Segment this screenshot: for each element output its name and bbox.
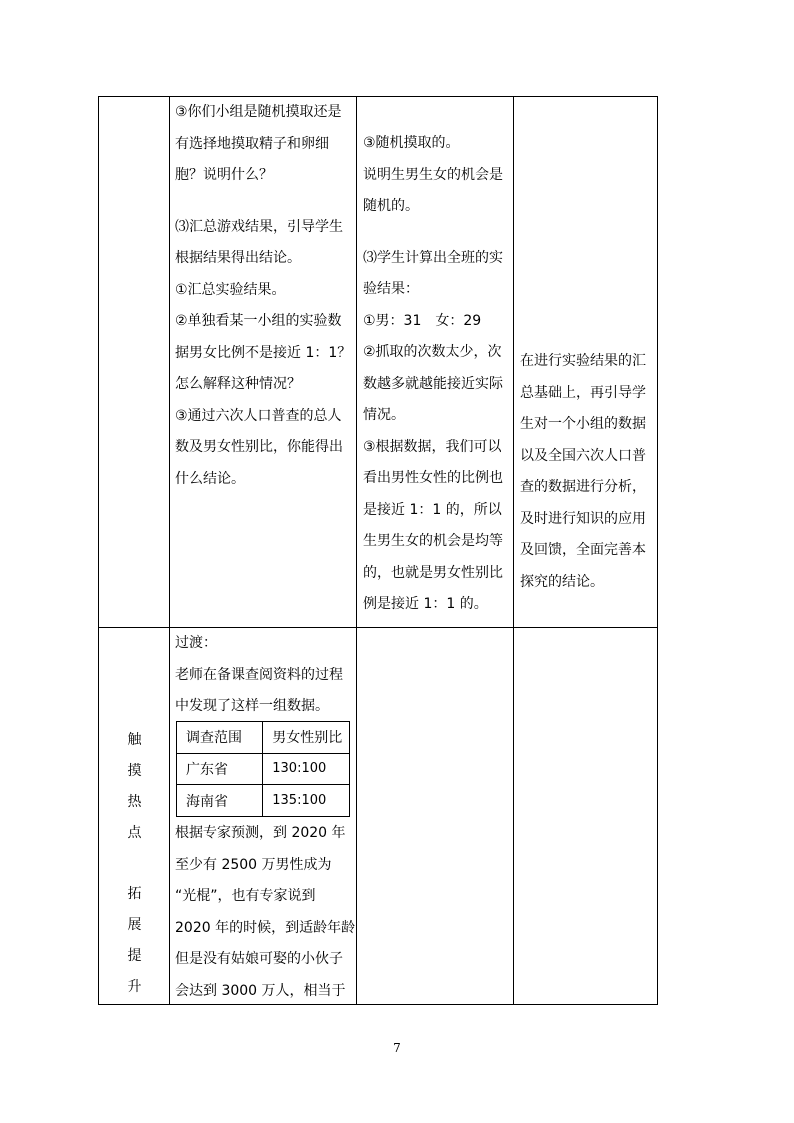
text-line: 以及全国六次人口普 (520, 447, 646, 464)
text-line: 有选择地摸取精子和卵细 (175, 135, 329, 152)
text-line: 例是接近 1：1 的。 (363, 596, 488, 612)
table-cell: 130:100 (263, 753, 350, 785)
text-line: 说明生男生女的机会是 (363, 166, 503, 183)
text-line: 数及男女性别比，你能得出 (175, 439, 343, 455)
label-char: 拓 (127, 886, 142, 902)
table-col-divider-1 (169, 96, 170, 1005)
row2-after-table (175, 818, 355, 1007)
table-header-row (177, 722, 350, 754)
page-number: 7 (393, 1041, 401, 1055)
row2-intro (175, 628, 355, 723)
text-line: ②抓取的次数太少，次 (363, 344, 502, 360)
label-char: 点 (127, 825, 142, 841)
label-char: 提 (127, 948, 142, 964)
table-col-divider-3 (513, 96, 514, 1005)
text-line: ③通过六次人口普查的总人 (175, 407, 342, 424)
text-line: 2020 年的时候，到适龄年龄 (175, 919, 356, 936)
text-line: ③你们小组是随机摸取还是 (175, 104, 342, 120)
text-line: 的，也就是男女性别比 (363, 564, 503, 581)
text-line: 探究的结论。 (520, 573, 604, 590)
text-line: 中发现了这样一组数据。 (175, 698, 329, 714)
sex-ratio-table (176, 721, 350, 817)
text-line: 看出男性女性的比例也 (363, 470, 503, 486)
text-line: 生男生女的机会是均等 (363, 533, 503, 549)
label-char: 触 (127, 732, 142, 748)
text-line: 查的数据进行分析， (520, 479, 646, 495)
table-cell: 海南省 (177, 785, 263, 817)
table-cell: 135:100 (263, 785, 350, 817)
text-line: 老师在备课查阅资料的过程 (175, 666, 343, 683)
text-line: 总基础上，再引导学 (520, 384, 646, 401)
table-cell: 广东省 (177, 753, 263, 785)
table-header-cell: 调查范围 (177, 722, 263, 754)
table-col-divider-2 (356, 96, 357, 1005)
text-line: 但是没有姑娘可娶的小伙子 (175, 951, 343, 967)
text-line: 会达到 3000 万人，相当于 (175, 982, 346, 999)
table-header-cell: 男女性别比 (263, 722, 350, 754)
row1-teacher-activity (175, 97, 355, 495)
row1-design-intent (520, 346, 656, 598)
text-line: 是接近 1：1 的，所以 (363, 501, 502, 518)
text-line: 生对一个小组的数据 (520, 416, 646, 432)
text-line: 情况。 (363, 407, 405, 423)
text-line: ⑶学生计算出全班的实 (363, 249, 503, 266)
text-line: 及时进行知识的应用 (520, 510, 646, 527)
text-line: 及回馈，全面完善本 (520, 542, 646, 558)
text-line: 据男女比例不是接近 1：1？ (175, 344, 352, 361)
table-right-border (657, 96, 658, 1005)
table-left-border (98, 96, 99, 1005)
label-char: 展 (127, 917, 142, 933)
text-line: 在进行实验结果的汇 (520, 353, 646, 369)
text-line: ③根据数据，我们可以 (363, 438, 502, 455)
text-line: 什么结论。 (175, 470, 245, 487)
text-line: 验结果： (363, 281, 419, 297)
row1-student-activity (363, 128, 512, 621)
text-line: 根据结果得出结论。 (175, 250, 301, 266)
text-line: ③随机摸取的。 (363, 135, 460, 151)
text-line: ①男：31 女：29 (363, 312, 482, 329)
text-line: 根据专家预测，到 2020 年 (175, 825, 346, 841)
text-line: 胞？说明什么？ (175, 167, 273, 183)
text-line: 数越多就越能接近实际 (363, 375, 503, 392)
label-char: 热 (127, 794, 142, 810)
label-char: 摸 (127, 763, 142, 779)
label-char: 升 (127, 979, 142, 995)
text-line: 怎么解释这种情况？ (175, 376, 301, 392)
text-line: 至少有 2500 万男性成为 (175, 856, 332, 873)
table-row (177, 753, 350, 785)
text-line: 过渡： (175, 635, 217, 651)
text-line: 随机的。 (363, 198, 419, 214)
text-line: ①汇总实验结果。 (175, 281, 286, 298)
text-line: ⑶汇总游戏结果，引导学生 (175, 218, 343, 235)
text-line: ②单独看某一小组的实验数 (175, 313, 342, 329)
table-row (177, 785, 350, 817)
text-line: “光棍”，也有专家说到 (175, 888, 316, 904)
